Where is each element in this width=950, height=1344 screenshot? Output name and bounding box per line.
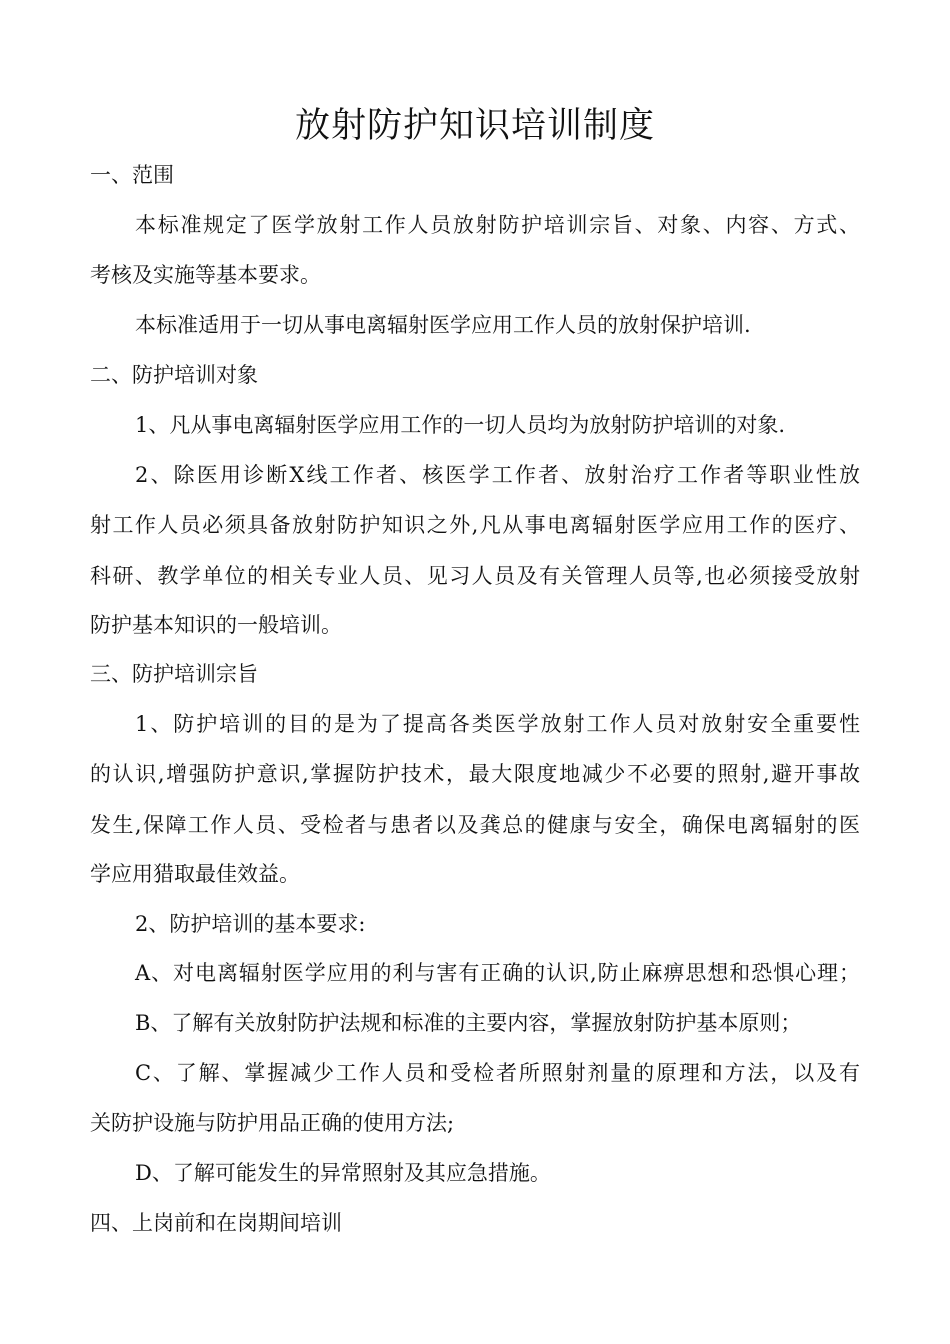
list-item: A、对电离辐射医学应用的利与害有正确的认识,防止麻痹思想和恐惧心理； (135, 961, 860, 985)
paragraph-line: 防护基本知识的一般培训。 (90, 613, 342, 637)
paragraph-line: 1、防护培训的目的是为了提高各类医学放射工作人员对放射安全重要性 (135, 712, 860, 736)
paragraph-line: 射工作人员必须具备放射防护知识之外,凡从事电离辐射医学应用工作的医疗、 (90, 513, 860, 537)
paragraph-line: 2、除医用诊断X线工作者、核医学工作者、放射治疗工作者等职业性放 (135, 463, 860, 487)
paragraph-line: 本标准适用于一切从事电离辐射医学应用工作人员的放射保护培训. (135, 313, 751, 337)
document-title: 放射防护知识培训制度 (294, 106, 655, 146)
list-item: B、了解有关放射防护法规和标准的主要内容，掌握放射防护基本原则； (135, 1011, 802, 1035)
section-heading-training: 四、上岗前和在岗期间培训 (90, 1211, 342, 1235)
paragraph-line: 1、凡从事电离辐射医学应用工作的一切人员均为放射防护培训的对象. (135, 413, 786, 437)
paragraph-line: 2、防护培训的基本要求: (135, 912, 366, 936)
list-item: D、了解可能发生的异常照射及其应急措施。 (135, 1161, 551, 1185)
list-item: C、了解、掌握减少工作人员和受检者所照射剂量的原理和方法，以及有 (135, 1061, 860, 1085)
paragraph-line: 考核及实施等基本要求。 (90, 263, 321, 287)
paragraph-line: 发生,保障工作人员、受检者与患者以及龚总的健康与安全，确保电离辐射的医 (90, 813, 860, 837)
list-item: 关防护设施与防护用品正确的使用方法; (90, 1111, 455, 1135)
paragraph-line: 本标准规定了医学放射工作人员放射防护培训宗旨、对象、内容、方式、 (135, 213, 860, 237)
section-heading-purpose: 三、防护培训宗旨 (90, 662, 258, 686)
paragraph-line: 的认识,增强防护意识,掌握防护技术，最大限度地减少不必要的照射,避开事故 (90, 762, 860, 786)
paragraph-line: 科研、教学单位的相关专业人员、见习人员及有关管理人员等,也必须接受放射 (90, 564, 860, 588)
section-heading-scope: 一、范围 (90, 163, 174, 187)
section-heading-targets: 二、防护培训对象 (90, 363, 258, 387)
paragraph-line: 学应用猎取最佳效益。 (90, 862, 300, 886)
